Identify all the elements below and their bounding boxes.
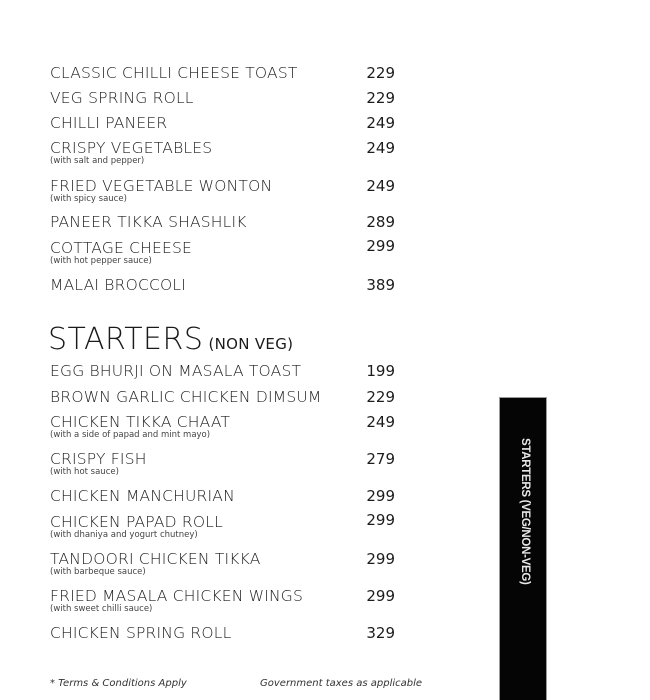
item-description: (with spicy sauce)	[50, 194, 127, 204]
menu-item	[50, 513, 395, 540]
item-price: 249	[366, 114, 395, 132]
item-price: 289	[366, 213, 395, 231]
item-description: (with hot pepper sauce)	[50, 256, 152, 266]
menu-item	[50, 177, 395, 204]
menu-item	[50, 114, 395, 132]
item-price: 249	[366, 177, 395, 195]
menu-item	[50, 550, 395, 577]
item-name: PANEER TIKKA SHASHLIK	[50, 213, 247, 231]
item-price: 389	[366, 276, 395, 294]
section-subtitle: (NON VEG)	[208, 335, 294, 353]
item-description: (with barbeque sauce)	[50, 567, 146, 577]
item-price: 299	[366, 550, 395, 568]
section-side-tab	[499, 397, 547, 700]
menu-item	[50, 388, 395, 406]
item-price: 299	[366, 587, 395, 605]
item-price: 299	[366, 487, 395, 505]
menu-item	[50, 487, 395, 505]
taxes-note: Government taxes as applicable	[260, 678, 423, 689]
item-name: CHILLI PANEER	[50, 114, 168, 132]
item-price: 299	[366, 511, 395, 529]
terms-note: * Terms & Conditions Apply	[50, 678, 187, 689]
menu-item	[50, 89, 395, 107]
item-name: COTTAGE CHEESE	[50, 239, 193, 257]
item-price: 229	[366, 89, 395, 107]
item-name: FRIED VEGETABLE WONTON	[50, 177, 273, 195]
menu-item	[50, 213, 395, 231]
menu-item	[50, 362, 395, 380]
item-name: FRIED MASALA CHICKEN WINGS	[50, 587, 304, 605]
item-name: CHICKEN MANCHURIAN	[50, 487, 235, 505]
menu-item	[50, 624, 395, 642]
item-price: 249	[366, 139, 395, 157]
item-price: 299	[366, 237, 395, 255]
item-price: 199	[366, 362, 395, 380]
item-name: CLASSIC CHILLI CHEESE TOAST	[50, 64, 298, 82]
item-description: (with a side of papad and mint mayo)	[50, 430, 211, 440]
item-name: CHICKEN TIKKA CHAAT	[50, 413, 231, 431]
menu-item	[50, 276, 395, 294]
item-name: CHICKEN PAPAD ROLL	[50, 513, 223, 531]
item-price: 329	[366, 624, 395, 642]
menu-item	[50, 450, 395, 477]
section-title: STARTERS	[48, 322, 204, 357]
menu-item	[50, 139, 395, 166]
item-price: 229	[366, 388, 395, 406]
menu-item	[50, 413, 395, 440]
item-name: CHICKEN SPRING ROLL	[50, 624, 232, 642]
item-description: (with sweet chilli sauce)	[50, 604, 153, 614]
item-name: TANDOORI CHICKEN TIKKA	[50, 550, 261, 568]
item-description: (with hot sauce)	[50, 467, 119, 477]
item-name: VEG SPRING ROLL	[50, 89, 194, 107]
section-heading-starters-non-veg	[48, 322, 293, 357]
item-name: EGG BHURJI ON MASALA TOAST	[50, 362, 302, 380]
side-tab-label: STARTERS (VEG/NON-VEG)	[519, 438, 531, 585]
item-name: CRISPY FISH	[50, 450, 147, 468]
item-name: MALAI BROCCOLI	[50, 276, 187, 294]
item-price: 279	[366, 450, 395, 468]
item-description: (with dhaniya and yogurt chutney)	[50, 530, 198, 540]
menu-item	[50, 587, 395, 614]
item-price: 249	[366, 413, 395, 431]
item-name: BROWN GARLIC CHICKEN DIMSUM	[50, 388, 322, 406]
item-description: (with salt and pepper)	[50, 156, 145, 166]
item-name: CRISPY VEGETABLES	[50, 139, 213, 157]
item-price: 229	[366, 64, 395, 82]
menu-item	[50, 239, 395, 266]
menu-item	[50, 64, 395, 82]
